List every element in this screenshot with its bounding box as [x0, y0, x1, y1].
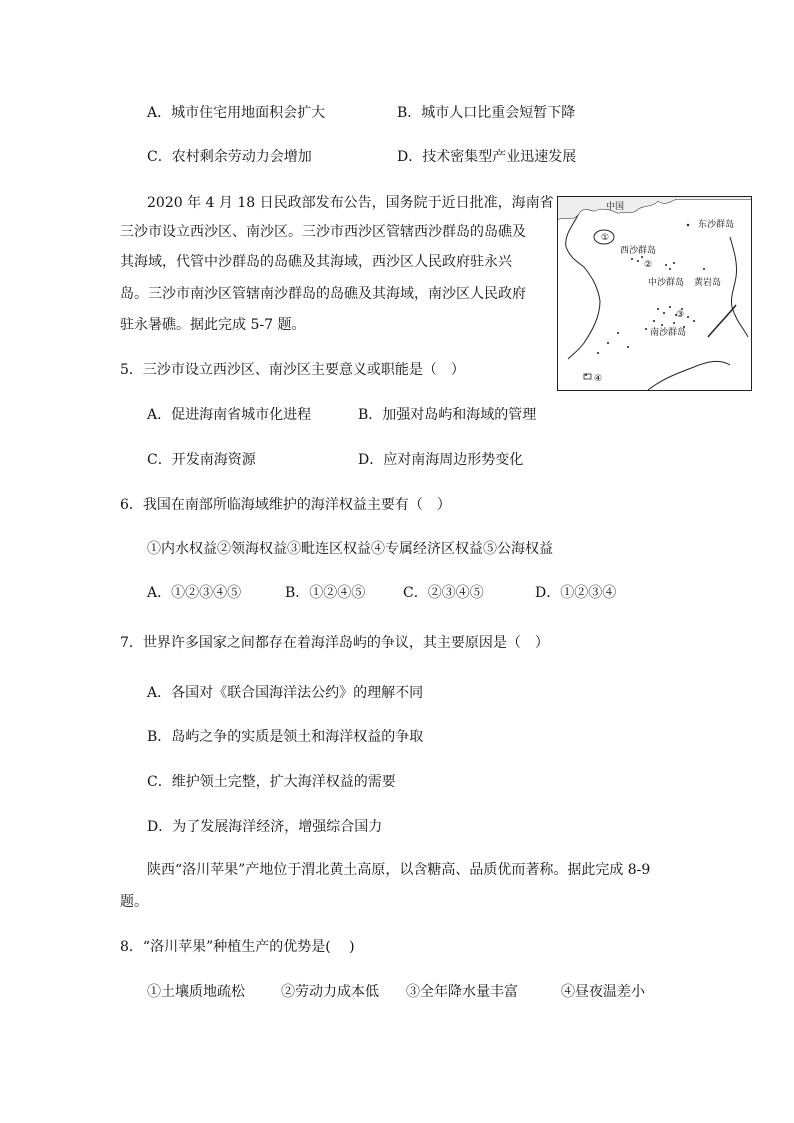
q6-option-a: A．①②③④⑤: [147, 585, 242, 601]
map-label-huangyan: 黄岩岛: [694, 278, 722, 288]
q6-stem: 6．我国在南部所临海域维护的海洋权益主要有（ ）: [120, 497, 451, 513]
map-marker-1: ①: [601, 233, 610, 243]
mainland-fill-hatch: [558, 197, 751, 219]
q6-option-b: B．①②④⑤: [285, 585, 366, 601]
q7-option-b: B．岛屿之争的实质是领土和海洋权益的争取: [147, 729, 424, 745]
q5-stem: 5．三沙市设立西沙区、南沙区主要意义或职能是（ ）: [120, 362, 465, 378]
map-label-dongsha: 东沙群岛: [698, 220, 735, 230]
q5-option-a: A．促进海南省城市化进程: [147, 407, 312, 423]
map-label-nansha: 南沙群岛: [650, 328, 687, 338]
passage-line: 驻永暑礁。据此完成 5-7 题。: [120, 317, 306, 333]
map-label-zhongsha: 中沙群岛: [648, 278, 685, 288]
south-china-sea-map: [557, 196, 752, 391]
q4-option-a: A．城市住宅用地面积会扩大: [147, 105, 326, 121]
q6-option-c: C．②③④⑤: [403, 585, 484, 601]
q7-option-a: A．各国对《联合国海洋法公约》的理解不同: [147, 685, 424, 701]
q6-items: ①内水权益②领海权益③毗连区权益④专属经济区权益⑤公海权益: [147, 541, 553, 557]
q8-item-4: ④昼夜温差小: [561, 984, 645, 1000]
passage-line: 岛。三沙市南沙区管辖南沙群岛的岛礁及其海域，南沙区人民政府: [120, 286, 526, 302]
q8-item-3: ③全年降水量丰富: [406, 984, 518, 1000]
passage-line: 陕西“洛川苹果”产地位于渭北黄土高原，以含糖高、品质优而著称。据此完成 8-9: [147, 862, 651, 878]
q7-option-d: D．为了发展海洋经济，增强综合国力: [147, 819, 383, 835]
map-drawing: [558, 197, 751, 390]
passage-line: 其海域，代管中沙群岛的岛礁及其海域，西沙区人民政府驻永兴: [120, 254, 512, 270]
philippines-coast: [730, 237, 748, 337]
q5-option-c: C．开发南海资源: [147, 452, 256, 468]
map-label-china: 中国: [606, 202, 625, 212]
q8-item-2: ②劳动力成本低: [281, 984, 379, 1000]
palawan-island: [708, 305, 736, 337]
q8-item-1: ①土壤质地疏松: [147, 984, 245, 1000]
q6-option-d: D．①②③④: [535, 585, 617, 601]
map-marker-2: ②: [644, 260, 653, 270]
passage-line: 2020 年 4 月 18 日民政部发布公告，国务院于近日批准，海南省: [147, 195, 554, 211]
q8-stem: 8．“洛川苹果”种植生产的优势是( ): [120, 939, 355, 955]
q4-option-c: C．农村剩余劳动力会增加: [147, 149, 312, 165]
q4-option-d: D．技术密集型产业迅速发展: [397, 149, 577, 165]
q5-option-b: B．加强对岛屿和海域的管理: [358, 407, 537, 423]
q5-option-d: D．应对南海周边形势变化: [358, 452, 524, 468]
map-marker-3: ③: [676, 310, 685, 320]
map-marker-4: ④: [594, 374, 603, 384]
q4-option-b: B．城市人口比重会短暂下降: [397, 105, 576, 121]
borneo-coast: [648, 361, 730, 390]
q7-option-c: C．维护领土完整，扩大海洋权益的需要: [147, 774, 396, 790]
map-label-xisha: 西沙群岛: [620, 246, 657, 256]
passage-line: 三沙市设立西沙区、南沙区。三沙市西沙区管辖西沙群岛的岛礁及: [120, 224, 526, 240]
passage-line: 题。: [120, 894, 148, 910]
q7-stem: 7．世界许多国家之间都存在着海洋岛屿的争议，其主要原因是（ ）: [120, 635, 549, 651]
